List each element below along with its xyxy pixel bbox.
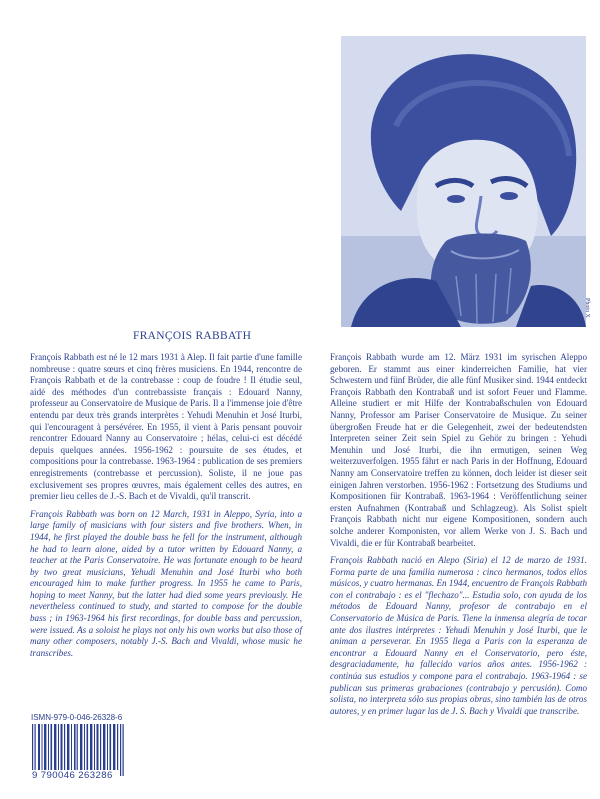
barcode-number: 9 790046 263286 <box>32 770 113 781</box>
right-column <box>330 352 587 723</box>
french-biography: François Rabbath est né le 12 mars 1931 à Alep. Il fait partie d'une famille nombreuse : quatre sœurs et cinq frères musiciens. En 1944, rencontre de François Rabbath et de la contrebasse : coup de foudre ! Il étudie seul, aidé des méthodes d'un contrebassiste français : Edouard Nanny, professeur au Conservatoire de Musique de Paris. Il a l'immense joie d'être entendu par deux très grands interprètes : Yehudi Menuhin et José Iturbi, qui l'encouragent à persévérer. En 1955, il vient à Paris pensant pouvoir rencontrer Edouard Nanny au Conservatoire ; hélas, celui-ci est décédé depuis quelques années. 1956-1962 : poursuite de ses études, et compositions pour la contrebasse. 1963-1964 : publication de ses premiers enregistrements (contrebasse et percussion). Soliste, il ne joue pas exclusivement ses propres œuvres, mais également celles des autres, en premier lieu celles de J.-S. Bach et de Vivaldi, qu'il transcrit. <box>30 352 302 502</box>
barcode-icon <box>30 724 126 776</box>
spanish-biography: François Rabbath nació en Alepo (Siria) el 12 de marzo de 1931. Forma parte de una familia numerosa : cinco hermanos, todos ellos músicos, y cuatro hermanas. En 1944, encuentro de François Rabbath con el contrabajo : es el "flechazo"... Estudia solo, con ayuda de los métodos de Edouard Nanny, profesor de contrabajo en el Conservatorio de Música de Paris. Tiene la inmensa alegría de tocar ante dos ilustres intérpretes : Yehudi Menuhin y José Iturbi, que le animan a perseverar. En 1955 llega a Paris con la esperanza de encontrar a Edouard Nanny en el Conservatorio, pero éste, desgraciadamente, ha fallecido varios años antes. 1956-1962 : continúa sus estudios y compone para el contrabajo. 1963-1964 : se publican sus primeras grabaciones (contrabajo y percusión). Como solista, no interpreta sólo sus propias obras, sino también las de otros autores, y en primer lugar las de J. S. Bach y Vivaldi que transcribe. <box>330 555 587 716</box>
photo-credit: Photo X <box>584 298 590 318</box>
left-column <box>30 352 302 665</box>
page-title: FRANÇOIS RABBATH <box>133 330 252 342</box>
english-biography: François Rabbath was born on 12 March, 1931 in Aleppo, Syria, into a large family of musicians with four sisters and five brothers. When, in 1944, he first played the double bass he fell for the instrument, although he had to learn alone, aided by a tutor written by Edouard Nanny, a teacher at the Paris Conservatoire. He was fortunate enough to be heard by two great musicians, Yehudi Menuhin and José Iturbi who both encouraged him to make further progress. In 1955 he came to Paris, hoping to meet Nanny, but the latter had died some years previously. He nevertheless continued to study, and started to compose for the double bass ; in 1963-1964 his first recordings, for double bass and percussion, were issued. As a soloist he plays not only his own works but also those of many other composers, notably J.-S. Bach and Vivaldi, whose music he transcribes. <box>30 508 302 658</box>
ismn-code: ISMN-979-0-046-26328-6 <box>31 713 123 722</box>
german-biography: François Rabbath wurde am 12. März 1931 im syrischen Aleppo geboren. Er stammt aus einer kinderreichen Familie, hat vier Schwestern und fünf Brüder, die alle fünf Musiker sind. 1944 entdeckt François Rabbath den Kontrabaß und ist sofort Feuer und Flamme. Alleine studiert er mit Hilfe der Kontrabaßschulen von Edouard Nanny, Professor am Pariser Conservatoire de Musique. Zu seiner übergroßen Freude hat er die Gelegenheit, zwei der bedeutendsten Interpreten seiner Zeit sein Spiel zu Gehör zu bringen : Yehudi Menuhin und José Iturbi, die ihn ermutigen, seinen Weg weiterzuverfolgen. 1955 fährt er nach Paris in der Hoffnung, Edouard Nanny am Conservatoire treffen zu können, doch leider ist dieser seit einigen Jahren verstorben. 1956-1962 : Fortsetzung des Studiums und Kompositionen für Kontrabaß. 1963-1964 : Veröffentlichung seiner ersten Aufnahmen (Kontrabaß und Schlagzeug). Als Solist spielt François Rabbath nicht nur eigene Kompositionen, sondern auch solche anderer Komponisten, vor allem Werke von J. S. Bach und Vivaldi, die er für Kontrabaß bearbeitet. <box>330 352 587 548</box>
portrait-photo <box>341 36 586 327</box>
